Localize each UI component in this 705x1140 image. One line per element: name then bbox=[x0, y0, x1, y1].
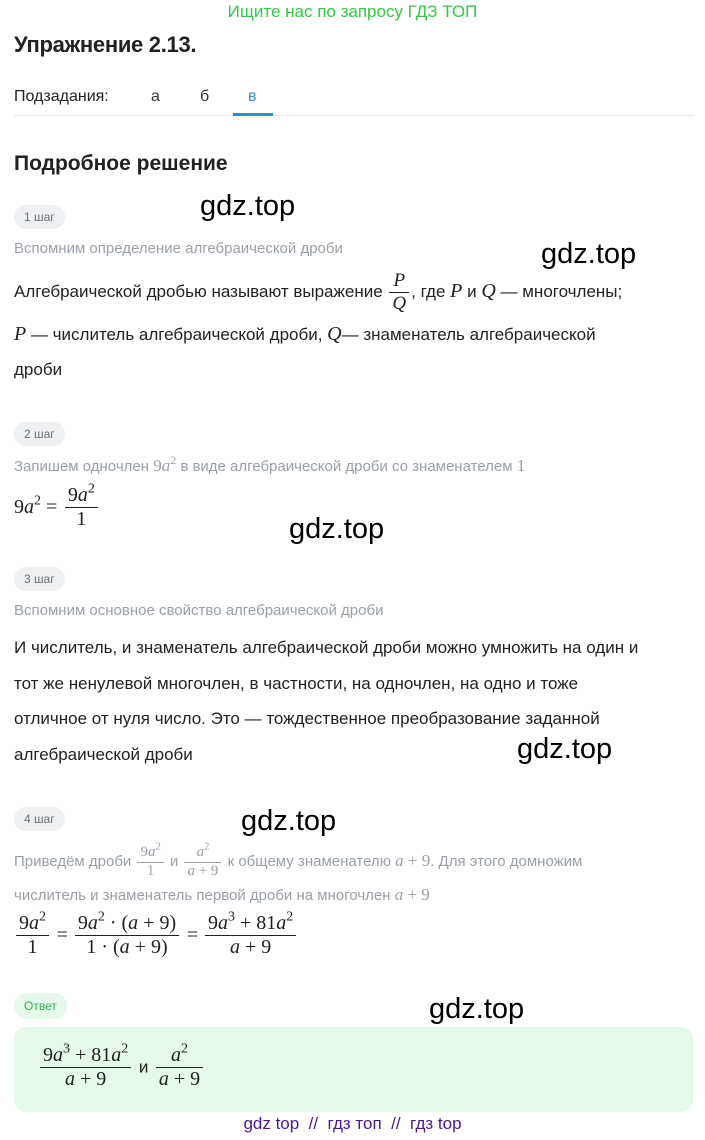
answer-box bbox=[14, 1027, 693, 1112]
watermark: gdz.top bbox=[241, 805, 337, 837]
active-tab-indicator bbox=[233, 113, 273, 116]
step-4-formula: $\frac{9a^2}{1}$ = $\frac{9a^2 \cdot (a + 9)}{1 \cdot (a + 9)}$ = $\frac{9a^3 + 81a^2}{a + 9}$ bbox=[14, 912, 298, 959]
step-1-line-1: Алгебраической дробью называют выражение $\frac{P}{Q}$ , где P и Q — многочлены; bbox=[14, 270, 623, 315]
watermark: gdz.top bbox=[289, 513, 385, 545]
p-over-q-fraction: $\frac{P}{Q}$ bbox=[389, 270, 409, 315]
step-4-hint-line-1: Приведём дроби $\frac{9a^2}{1}$ и $\frac{a^2}{a + 9}$ к общему знаменателю a + 9. Для этого домножим bbox=[14, 841, 583, 879]
watermark: gdz.top bbox=[200, 190, 296, 222]
step-2-hint: Запишем одночлен $9a^2$ в виде алгебраической дроби со знаменателем 1 bbox=[14, 452, 526, 475]
tab-subtask-v[interactable]: в bbox=[248, 88, 257, 105]
step-1-hint: Вспомним определение алгебраической дроби bbox=[14, 240, 343, 257]
step-1-badge: 1 шаг bbox=[14, 205, 65, 229]
section-title: Подробное решение bbox=[14, 152, 228, 175]
subtask-tabs bbox=[14, 84, 694, 116]
step-2-badge: 2 шаг bbox=[14, 422, 65, 446]
step-3-line-3: отличное от нуля число. Это — тождественное преобразование заданной bbox=[14, 709, 600, 728]
answer-badge: Ответ bbox=[14, 993, 67, 1019]
watermark: gdz.top bbox=[517, 733, 613, 765]
step-4-badge: 4 шаг bbox=[14, 807, 65, 831]
step-4-hint-line-2: числитель и знаменатель первой дроби на многочлен a + 9 bbox=[14, 885, 430, 904]
exercise-title: Упражнение 2.13. bbox=[14, 32, 197, 57]
footer-links[interactable]: gdz top // гдз топ // гдз top bbox=[243, 1114, 462, 1133]
watermark: gdz.top bbox=[541, 238, 637, 270]
watermark: gdz.top bbox=[429, 993, 525, 1025]
tab-subtask-a[interactable]: а bbox=[151, 88, 160, 105]
step-3-badge: 3 шаг bbox=[14, 567, 65, 591]
step-3-hint: Вспомним основное свойство алгебраической дроби bbox=[14, 602, 384, 619]
step-3-line-2: тот же ненулевой многочлен, в частности, на одночлен, на одно и тоже bbox=[14, 674, 579, 693]
step-1-line-2: P — числитель алгебраической дроби, Q— знаменатель алгебраической bbox=[14, 323, 596, 345]
step-3-line-4: алгебраической дроби bbox=[14, 745, 193, 764]
subtasks-label: Подзадания: bbox=[14, 88, 109, 105]
step-3-line-1: И числитель, и знаменатель алгебраической дроби можно умножить на один и bbox=[14, 638, 639, 657]
answer-formula: $\frac{9a^3 + 81a^2}{a + 9}$ и $\frac{a^2}{a + 9}$ bbox=[38, 1044, 205, 1091]
tab-subtask-b[interactable]: б bbox=[200, 88, 210, 105]
promo-banner[interactable]: Ищите нас по запросу ГДЗ ТОП bbox=[227, 2, 478, 21]
step-1-line-3: дроби bbox=[14, 360, 63, 379]
step-2-formula: $9a^2$ = $\frac{9a^2}{1}$ bbox=[14, 484, 100, 531]
